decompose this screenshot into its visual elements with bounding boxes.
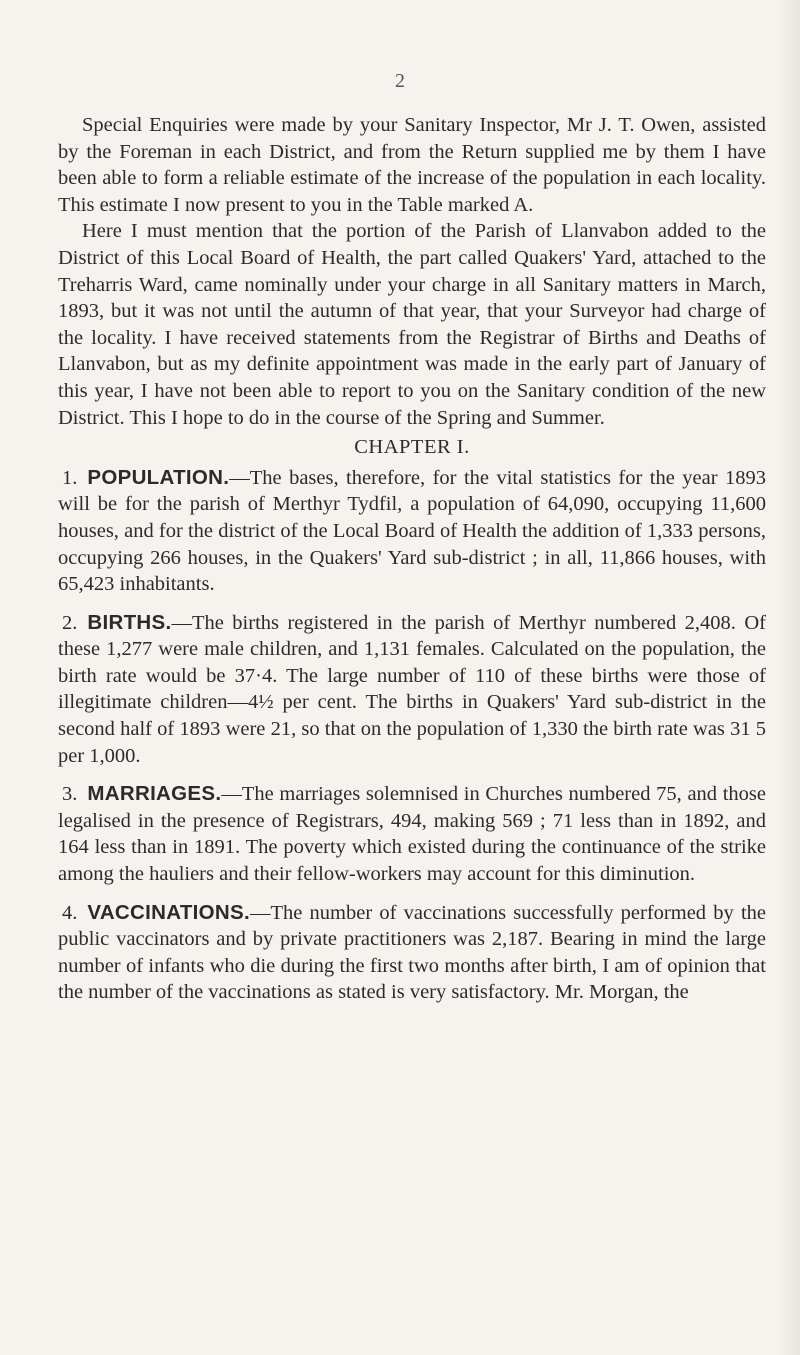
section-body: —The marriages solemnised in Churches numbered 75, and those legalised in the presence of Registrars, 494, making 569 ; 71 less than in 1892, and 164 less than in 1891. The poverty which existed during the continuance of the strike among the hauliers and their fellow-workers may account for this diminution.: [58, 783, 766, 886]
section-number: 1.: [62, 466, 78, 489]
intro-paragraph-1: Special Enquiries were made by your Sanitary Inspector, Mr J. T. Owen, assisted by the Foreman in each District, and from the Return supplied me by them I have been able to form a reliable estimate of the increase of the population in each locality. This estimate I now present to you in the Table marked A.: [58, 114, 766, 216]
section-body: —The number of vaccinations successfully performed by the public vaccinators and by private practitioners was 2,187. Bearing in mind the large number of infants who die during the first two months after birth, I am of opinion that the number of the vaccinations as stated is very satisfactory. Mr. Morgan, the: [58, 901, 766, 1004]
section-number: 2.: [62, 611, 78, 634]
section-births: [58, 610, 766, 770]
section-heading: MARRIAGES.: [87, 782, 222, 806]
section-heading: POPULATION.: [87, 465, 230, 489]
page-edge-shadow: [778, 0, 800, 1355]
chapter-title: CHAPTER I.: [354, 436, 470, 459]
section-body: —The bases, therefore, for the vital statistics for the year 1893 will be for the parish of Merthyr Tydfil, a population of 64,090, occupying 11,600 houses, and for the district of the Local Board of Health the addition of 1,333 persons, occupying 266 houses, in the Quakers' Yard sub-district ; in all, 11,866 houses, with 65,423 inhabitants.: [58, 466, 766, 596]
section-number: 3.: [62, 783, 78, 806]
section-vaccinations: [58, 900, 766, 1006]
report-text: [58, 112, 766, 1006]
intro-paragraph-2: Here I must mention that the portion of the Parish of Llanvabon added to the District of this Local Board of Health, the part called Quakers' Yard, attached to the Treharris Ward, came nominally under your charge in all Sanitary matters in March, 1893, but it was not until the autumn of that year, that your Surveyor had charge of the locality. I have received statements from the Registrar of Births and Deaths of Llanvabon, but as my definite appointment was made in the early part of January of this year, I have not been able to report to you on the Sanitary condition of the new District. This I hope to do in the course of the Spring and Summer.: [58, 220, 766, 429]
section-heading: VACCINATIONS.: [87, 900, 250, 924]
section-number: 4.: [62, 901, 78, 924]
section-marriages: [58, 781, 766, 887]
section-population: [58, 465, 766, 598]
section-heading: BIRTHS.: [87, 610, 172, 634]
page-number: 2: [395, 70, 405, 92]
section-body: —The births registered in the parish of Merthyr numbered 2,408. Of these 1,277 were male children, and 1,131 females. Calculated on the population, the birth rate would be 37·4. The large number of 110 of these births were those of illegitimate children—4½ per cent. The births in Quakers' Yard sub-district in the second half of 1893 were 21, so that on the population of 1,330 the birth rate was 31 5 per 1,000.: [58, 611, 766, 767]
